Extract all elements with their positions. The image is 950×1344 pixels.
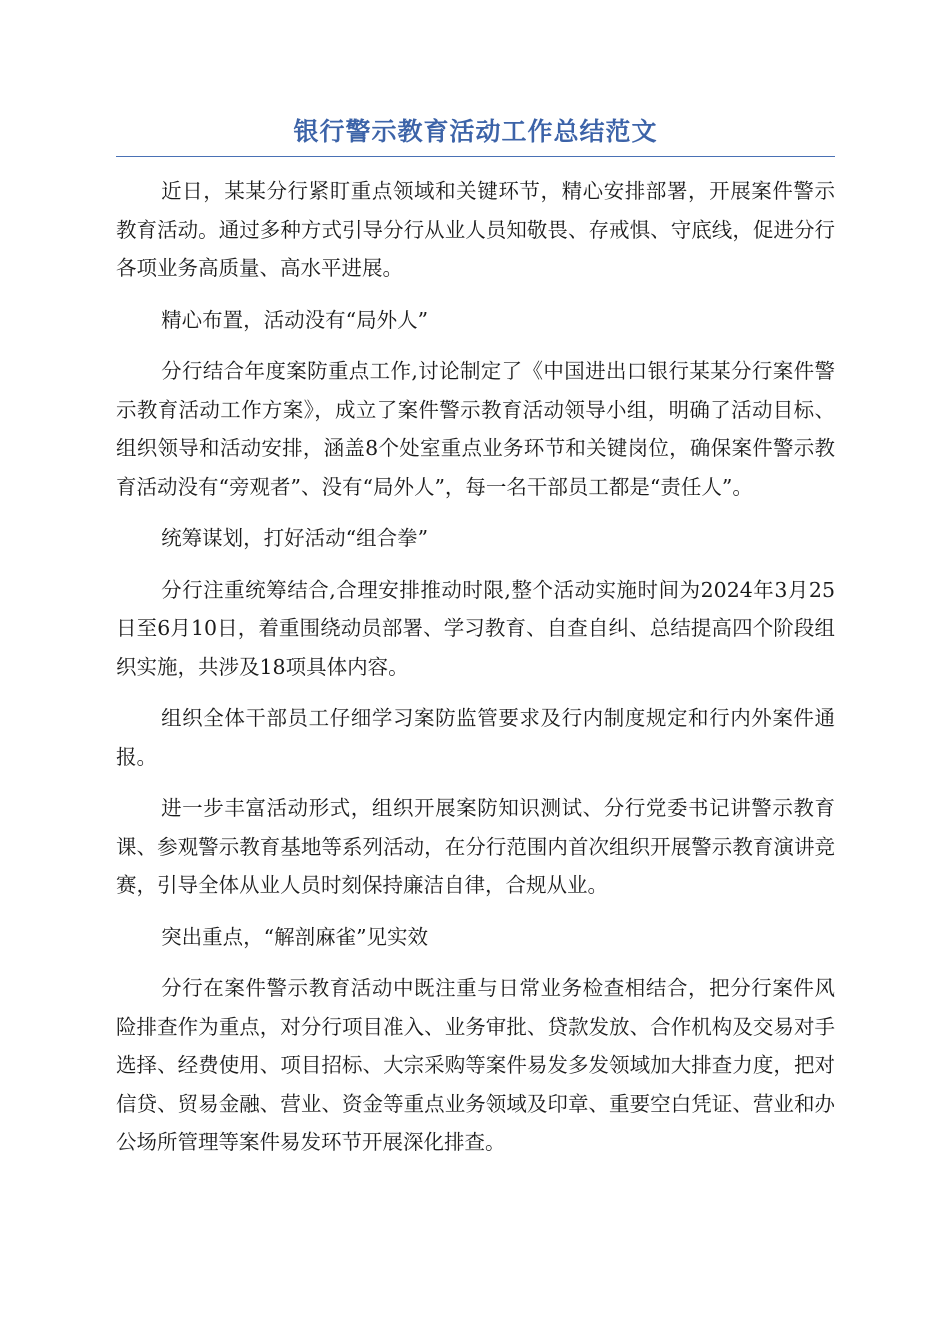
paragraph-plan: 分行结合年度案防重点工作,讨论制定了《中国进出口银行某某分行案件警示教育活动工作方案》，成立了案件警示教育活动领导小组，明确了活动目标、组织领导和活动安排，涵盖8个处室重点业务环节和关键岗位，确保案件警示教育活动没有“旁观者”、没有“局外人”，每一名干部员工都是“责任人”。 — [116, 359, 835, 499]
title-bar — [116, 112, 835, 157]
section-heading-1: 精心布置，活动没有“局外人” — [161, 307, 429, 332]
paragraph-intro: 近日，某某分行紧盯重点领域和关键环节，精心安排部署，开展案件警示教育活动。通过多种方式引导分行从业人员知敬畏、存戒惧、守底线，促进分行各项业务高质量、高水平进展。 — [116, 179, 835, 280]
document-title: 银行警示教育活动工作总结范文 — [293, 117, 658, 146]
paragraph-study: 组织全体干部员工仔细学习案防监管要求及行内制度规定和行内外案件通报。 — [116, 706, 835, 769]
document-body — [116, 172, 835, 1175]
paragraph-inspection: 分行在案件警示教育活动中既注重与日常业务检查相结合，把分行案件风险排查作为重点，对分行项目准入、业务审批、贷款发放、合作机构及交易对手选择、经费使用、项目招标、大宗采购等案件易发多发领域加大排查力度，把对信贷、贸易金融、营业、资金等重点业务领域及印章、重要空白凭证、营业和办公场所管理等案件易发环节开展深化排查。 — [116, 976, 835, 1154]
paragraph-activities: 进一步丰富活动形式，组织开展案防知识测试、分行党委书记讲警示教育课、参观警示教育基地等系列活动，在分行范围内首次组织开展警示教育演讲竞赛，引导全体从业人员时刻保持廉洁自律，合规从业。 — [116, 796, 835, 897]
section-heading-3: 突出重点，“解剖麻雀”见实效 — [161, 924, 429, 949]
section-heading-2: 统筹谋划，打好活动“组合拳” — [161, 526, 429, 550]
paragraph-schedule: 分行注重统筹结合,合理安排推动时限,整个活动实施时间为2024年3月25日至6月10日，着重围绕动员部署、学习教育、自查自纠、总结提高四个阶段组织实施，共涉及18项具体内容。 — [116, 577, 835, 679]
